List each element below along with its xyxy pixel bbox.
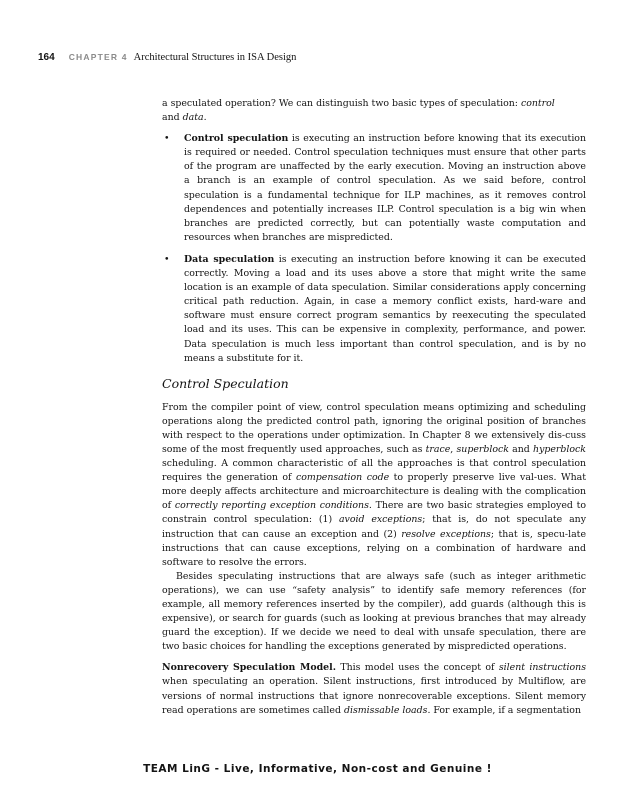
section-heading: Control Speculation — [162, 375, 289, 391]
run-in-heading: Nonrecovery Speculation Model. — [162, 662, 336, 674]
list-item: • Data speculation is executing an instruction before knowing it can be executed correctly. Moving a load and its uses above a store that might write the same location is an example of data speculation. Similar considerations apply concerning critical path reduction. Again, in case a memory conflict exists, hard-ware and software must ensure correct program semantics by reexecuting the speculated load and its uses. This can be expensive in complexity, performance, and power. Data speculation is much less important than control speculation, and is by no means a substitute for it. — [164, 253, 586, 364]
running-header — [38, 52, 296, 63]
intro-paragraph: a speculated operation? We can distinguish two basic types of speculation: control and data. — [162, 98, 555, 124]
body-paragraph: From the compiler point of view, control speculation means optimizing and scheduling operations along the predicted control path, ignoring the original position of branches with respect to the operations under optimization. In Chapter 8 we extensively dis-cuss some of the most frequently used approaches, such as trace, superblock and hyperblock scheduling. A common characteristic of all the approaches is that control speculation requires the generation of compensation code to properly preserve live val-ues. What more deeply affects architecture and microarchitecture is dealing with the complication of correctly reporting exception conditions. There are two basic strategies employed to constrain control speculation: (1) avoid exceptions; that is, do not speculate any instruction that can cause an exception and (2) resolve exceptions; that is, specu-late instructions that can cause exceptions, relying on a combination of hardware and software to resolve the errors. — [162, 401, 586, 568]
body-paragraph: Besides speculating instructions that are always safe (such as integer arithmetic operations), we can use “safety analysis” to identify safe memory references (for example, all memory references inserted by the compiler), add guards (although this is expensive), or search for guards (such as looking at previous branches that may already guard the exception). If we decide we need to deal with unsafe speculation, there are two basic choices for handling the exceptions generated by mispredicted operations. — [162, 570, 586, 653]
chapter-label: CHAPTER 4 — [68, 52, 128, 62]
bullet-marker: • — [164, 253, 170, 265]
watermark-footer: TEAM LinG - Live, Informative, Non-cost and Genuine ! — [143, 763, 492, 775]
term-data-speculation: Data speculation — [184, 253, 275, 265]
page-number: 164 — [38, 52, 55, 63]
body-paragraph: Nonrecovery Speculation Model. This model uses the concept of silent instructions when speculating an operation. Silent instructions, first introduced by Multiflow, are versions of normal instructions that ignore nonrecoverable exceptions. Silent memory read operations are sometimes called dismissable loads. For example, if a segmentation — [162, 662, 587, 716]
bullet-marker: • — [164, 133, 170, 145]
list-item: • Control speculation is executing an instruction before knowing that its execution is required or needed. Control speculation techniques must ensure that other parts of the program are unaffected by the early execution. Moving an instruction above a branch is an example of control speculation. As we said before, control speculation is a fundamental technique for ILP machines, as it removes control dependences and potentially increases ILP. Control speculation is a big win when branches are predicted correctly, but can potentially waste computation and resources when branches are mispredicted. — [164, 133, 586, 243]
chapter-title: Architectural Structures in ISA Design — [133, 52, 297, 63]
main-content — [162, 97, 586, 718]
speculation-types-list — [162, 132, 586, 366]
term-control-speculation: Control speculation — [184, 133, 289, 145]
